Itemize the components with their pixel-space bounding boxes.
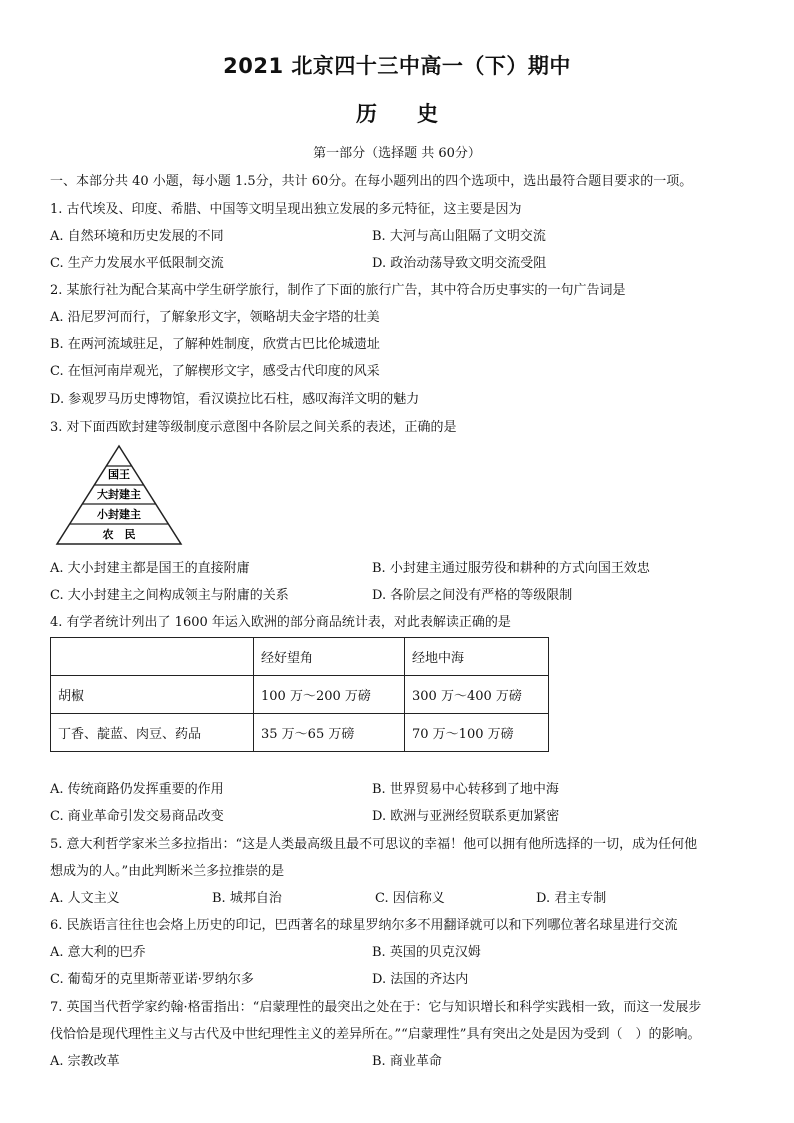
- q3-option-c: C. 大小封建主之间构成领主与附庸的关系: [50, 588, 289, 603]
- q4-option-a: A. 传统商路仍发挥重要的作用: [50, 782, 224, 797]
- table-header-cell: [51, 638, 254, 676]
- q6-option-b: B. 英国的贝克汉姆: [372, 945, 481, 960]
- table-cell: 胡椒: [51, 676, 254, 714]
- pyramid-level-king: 国王: [108, 468, 130, 481]
- q6-option-a: A. 意大利的巴乔: [50, 945, 146, 960]
- q1-option-c: C. 生产力发展水平低限制交流: [50, 256, 224, 271]
- q3-option-d: D. 各阶层之间没有严格的等级限制: [372, 588, 573, 603]
- q5-stem-line1: 5. 意大利哲学家米兰多拉指出：“这是人类最高级且最不可思议的幸福！他可以拥有他所选择的一切，成为任何他: [50, 837, 698, 852]
- table-cell: 300 万～400 万磅: [405, 676, 549, 714]
- table-header-cell: 经好望角: [254, 638, 405, 676]
- pyramid-level-great-lords: 大封建主: [97, 488, 141, 501]
- q4-option-d: D. 欧洲与亚洲经贸联系更加紧密: [372, 809, 560, 824]
- feudal-hierarchy-pyramid: [54, 444, 184, 546]
- q2-option-a: A. 沿尼罗河而行，了解象形文字，领略胡夫金字塔的壮美: [50, 310, 380, 325]
- table-cell: 丁香、靛蓝、肉豆、药品: [51, 714, 254, 752]
- table-header-cell: 经地中海: [405, 638, 549, 676]
- subject-title: 历史: [356, 102, 478, 126]
- table-row: [51, 714, 549, 752]
- page-title: 2021 北京四十三中高一（下）期中: [223, 54, 571, 78]
- q7-option-a: A. 宗教改革: [50, 1054, 120, 1069]
- q7-option-b: B. 商业革命: [372, 1054, 442, 1069]
- q2-stem: 2. 某旅行社为配合某高中学生研学旅行，制作了下面的旅行广告，其中符合历史事实的一句广告词是: [50, 283, 626, 298]
- table-cell: 35 万～65 万磅: [254, 714, 405, 752]
- table-cell: 70 万～100 万磅: [405, 714, 549, 752]
- commodity-table: [50, 637, 549, 752]
- q6-option-c: C. 葡萄牙的克里斯蒂亚诺·罗纳尔多: [50, 972, 254, 987]
- q5-stem-line2: 想成为的人。”由此判断米兰多拉推崇的是: [50, 864, 285, 879]
- q5-option-c: C. 因信称义: [375, 891, 445, 906]
- q4-stem: 4. 有学者统计列出了 1600 年运入欧洲的部分商品统计表，对此表解读正确的是: [50, 615, 511, 630]
- instructions: 一、本部分共 40 小题，每小题 1.5分，共计 60分。在每小题列出的四个选项中，选出最符合题目要求的一项。: [50, 174, 693, 189]
- q1-stem: 1. 古代埃及、印度、希腊、中国等文明呈现出独立发展的多元特征，这主要是因为: [50, 202, 522, 217]
- section-heading: 第一部分（选择题 共 60分）: [313, 146, 481, 161]
- q6-option-d: D. 法国的齐达内: [372, 972, 469, 987]
- q7-stem-line2: 伐恰恰是现代理性主义与古代及中世纪理性主义的差异所在。”“启蒙理性”具有突出之处是因为受到（ ）的影响。: [50, 1027, 701, 1042]
- q6-stem: 6. 民族语言往往也会烙上历史的印记，巴西著名的球星罗纳尔多不用翻译就可以和下列哪位著名球星进行交流: [50, 918, 678, 933]
- q5-option-d: D. 君主专制: [536, 891, 607, 906]
- q3-stem: 3. 对下面西欧封建等级制度示意图中各阶层之间关系的表述，正确的是: [50, 420, 457, 435]
- q5-option-b: B. 城邦自治: [212, 891, 282, 906]
- q2-option-c: C. 在恒河南岸观光，了解楔形文字，感受古代印度的风采: [50, 364, 380, 379]
- table-header-row: [51, 638, 549, 676]
- q1-option-d: D. 政治动荡导致文明交流受阻: [372, 256, 547, 271]
- q1-option-b: B. 大河与高山阻隔了文明交流: [372, 229, 546, 244]
- q5-option-a: A. 人文主义: [50, 891, 120, 906]
- table-row: [51, 676, 549, 714]
- q3-option-a: A. 大小封建主都是国王的直接附庸: [50, 561, 250, 576]
- pyramid-level-peasants: 农 民: [102, 528, 136, 541]
- q2-option-b: B. 在两河流域驻足，了解种姓制度，欣赏古巴比伦城遗址: [50, 337, 380, 352]
- q7-stem-line1: 7. 英国当代哲学家约翰·格雷指出：“启蒙理性的最突出之处在于：它与知识增长和科学实践相一致，而这一发展步: [50, 1000, 702, 1015]
- table-cell: 100 万～200 万磅: [254, 676, 405, 714]
- q4-option-b: B. 世界贸易中心转移到了地中海: [372, 782, 559, 797]
- q2-option-d: D. 参观罗马历史博物馆，看汉谟拉比石柱，感叹海洋文明的魅力: [50, 392, 420, 407]
- pyramid-level-lesser-lords: 小封建主: [97, 508, 141, 521]
- q1-option-a: A. 自然环境和历史发展的不同: [50, 229, 224, 244]
- q4-option-c: C. 商业革命引发交易商品改变: [50, 809, 224, 824]
- q3-option-b: B. 小封建主通过服劳役和耕种的方式向国王效忠: [372, 561, 650, 576]
